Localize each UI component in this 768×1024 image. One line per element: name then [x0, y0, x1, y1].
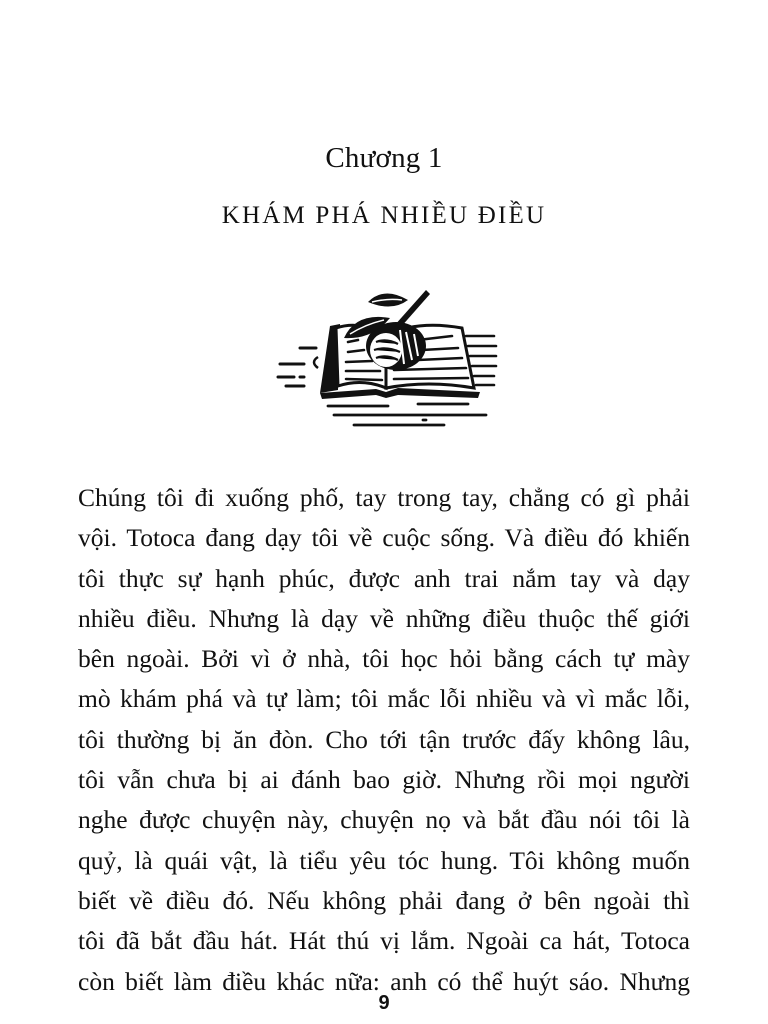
text-line: mò khám phá và tự làm; tôi mắc lỗi nhiều và vì mắc lỗi, — [78, 684, 690, 714]
text-line: tôi thực sự hạnh phúc, được anh trai nắm tay và dạy — [78, 563, 690, 593]
open-book-with-apple-icon — [268, 278, 500, 428]
text-line: bên ngoài. Bởi vì ở nhà, tôi học hỏi bằng cách tự mày — [78, 644, 690, 674]
text-line: nghe được chuyện này, chuyện nọ và bắt đầu nói tôi là — [78, 805, 690, 835]
chapter-title: KHÁM PHÁ NHIỀU ĐIỀU — [221, 202, 547, 229]
text-line: tôi thường bị ăn đòn. Cho tới tận trước đấy không lâu, — [78, 724, 690, 754]
text-line: tôi đã bắt đầu hát. Hát thú vị lắm. Ngoài ca hát, Totoca — [78, 926, 690, 956]
text-line: Chúng tôi đi xuống phố, tay trong tay, chẳng có gì phải — [78, 483, 690, 512]
text-line: biết về điều đó. Nếu không phải đang ở bên ngoài thì — [78, 885, 690, 915]
text-line: vội. Totoca đang dạy tôi về cuộc sống. Và điều đó khiến — [78, 523, 690, 553]
chapter-body-text — [78, 478, 690, 1002]
text-line: nhiều điều. Nhưng là dạy về những điều thuộc thế giới — [78, 603, 690, 633]
chapter-number: Chương 1 — [325, 142, 443, 174]
text-line: còn biết làm điều khác nữa: anh có thể huýt sáo. Nhưng — [78, 966, 690, 996]
page-number: 9 — [378, 992, 390, 1014]
text-line: tôi vẫn chưa bị ai đánh bao giờ. Nhưng rồi mọi người — [78, 765, 690, 795]
text-line: quỷ, là quái vật, là tiểu yêu tóc hung. Tôi không muốn — [78, 845, 690, 875]
